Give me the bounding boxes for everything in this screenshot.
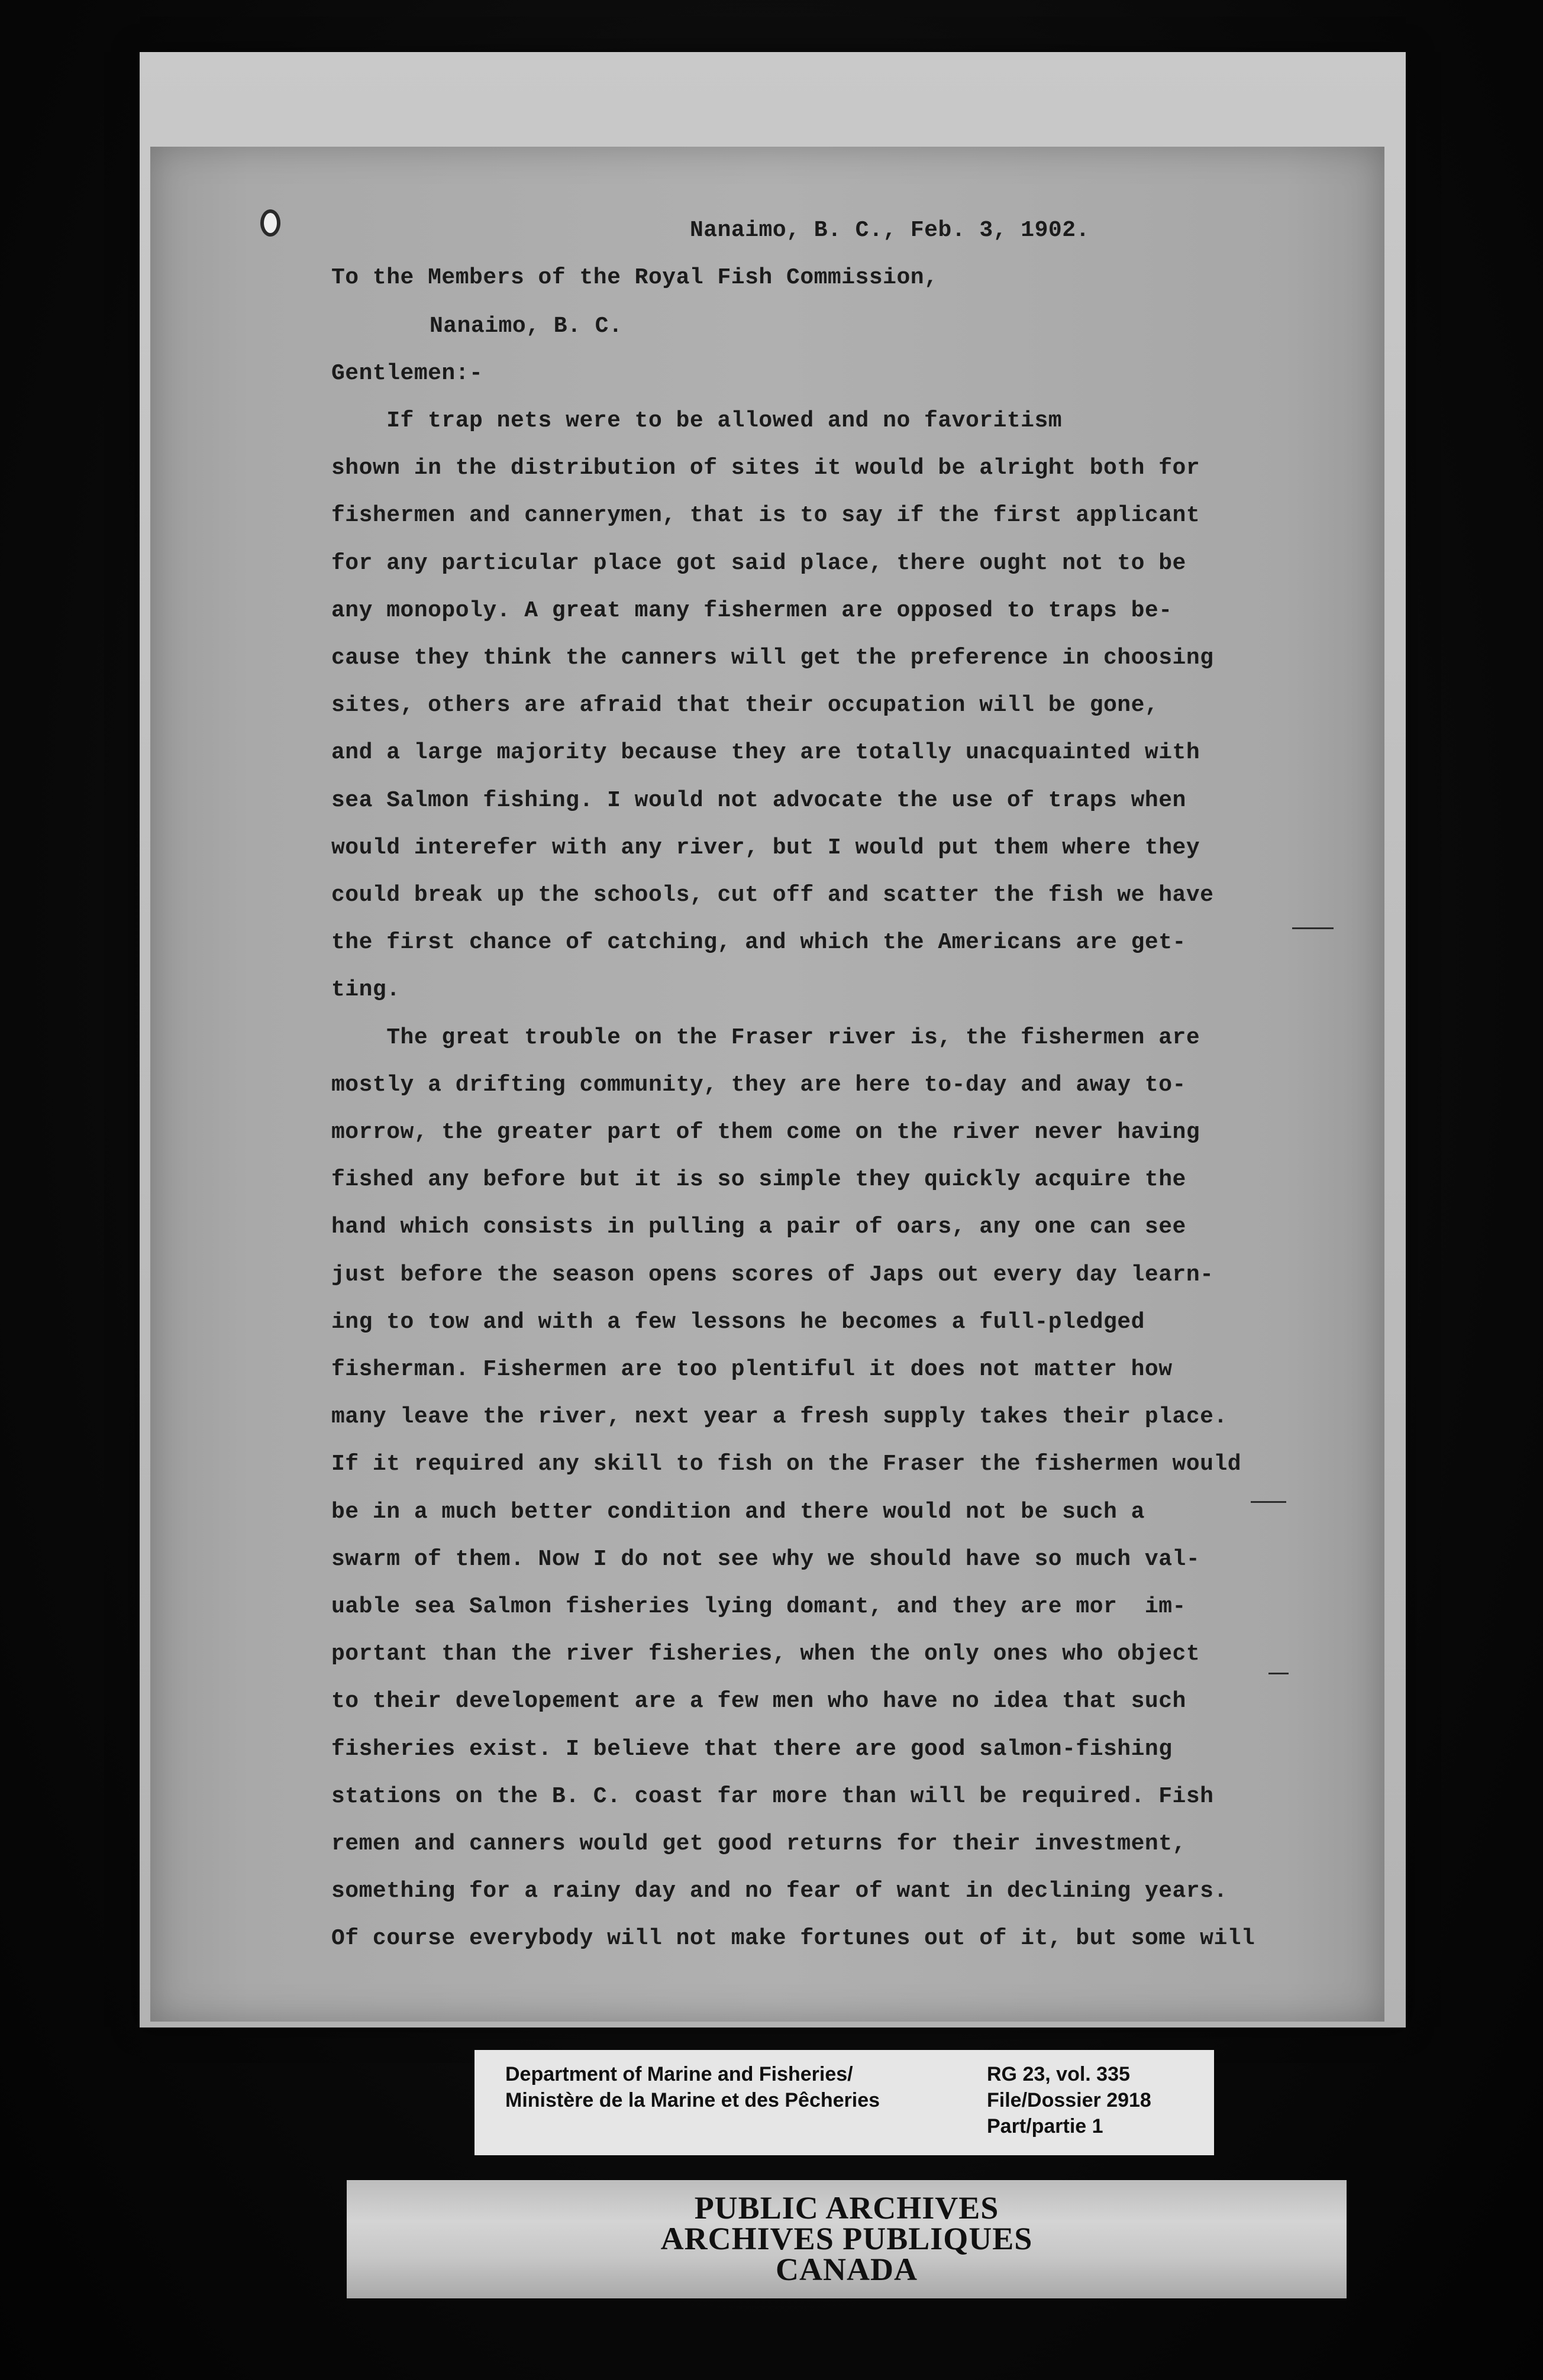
reference-file: File/Dossier 2918	[987, 2089, 1151, 2111]
banner-line-archives-publiques: ARCHIVES PUBLIQUES	[660, 2221, 1033, 2256]
department-french: Ministère de la Marine et des Pêcheries	[505, 2089, 880, 2111]
letter-line: ing to tow and with a few lessons he becomes a full-pledged	[331, 1309, 1145, 1335]
letter-line: Of course everybody will not make fortunes out of it, but some will	[331, 1926, 1255, 1951]
letter-line: swarm of them. Now I do not see why we should have so much val-	[331, 1547, 1200, 1572]
banner-line-canada: CANADA	[776, 2252, 918, 2287]
letter-addressee-city: Nanaimo, B. C.	[430, 313, 623, 339]
letter-addressee: To the Members of the Royal Fish Commission,	[331, 265, 938, 290]
letter-line: If it required any skill to fish on the Fraser the fishermen would	[331, 1451, 1242, 1477]
margin-tick	[1292, 927, 1334, 929]
letter-line: for any particular place got said place, there ought not to be	[331, 551, 1186, 576]
letter-line: fished any before but it is so simple they quickly acquire the	[331, 1167, 1186, 1192]
margin-tick	[1268, 1673, 1289, 1674]
letter-line: sites, others are afraid that their occupation will be gone,	[331, 693, 1159, 718]
letter-line: many leave the river, next year a fresh supply takes their place.	[331, 1404, 1228, 1430]
letter-line: mostly a drifting community, they are here to-day and away to-	[331, 1072, 1186, 1098]
reference-rg: RG 23, vol. 335	[987, 2063, 1130, 2085]
letter-line: be in a much better condition and there would not be such a	[331, 1499, 1145, 1525]
letter-line: remen and canners would get good returns for their investment,	[331, 1831, 1186, 1857]
letter-line: and a large majority because they are totally unacquainted with	[331, 740, 1200, 765]
letter-line: sea Salmon fishing. I would not advocate the use of traps when	[331, 788, 1186, 813]
letter-line: uable sea Salmon fisheries lying domant, and they are mor im-	[331, 1594, 1186, 1619]
letter-line: the first chance of catching, and which the Americans are get-	[331, 930, 1186, 955]
letter-line: fisherman. Fishermen are too plentiful it does not matter how	[331, 1357, 1173, 1382]
reference-part: Part/partie 1	[987, 2115, 1103, 2138]
letter-line: If trap nets were to be allowed and no favoritism	[331, 408, 1063, 434]
letter-line: The great trouble on the Fraser river is, the fishermen are	[331, 1025, 1200, 1050]
letter-line: morrow, the greater part of them come on the river never having	[331, 1120, 1200, 1145]
letter-salutation: Gentlemen:-	[331, 361, 483, 386]
letter-line: ting.	[331, 977, 401, 1003]
letter-page	[150, 147, 1384, 2022]
letter-line: shown in the distribution of sites it would be alright both for	[331, 455, 1200, 481]
letter-dateline: Nanaimo, B. C., Feb. 3, 1902.	[690, 218, 1090, 243]
margin-tick	[1251, 1501, 1286, 1503]
punch-hole	[260, 209, 280, 237]
banner-line-public-archives: PUBLIC ARCHIVES	[694, 2190, 999, 2226]
letter-line: something for a rainy day and no fear of want in declining years.	[331, 1878, 1228, 1904]
letter-line: could break up the schools, cut off and scatter the fish we have	[331, 882, 1214, 908]
public-archives-banner	[347, 2180, 1347, 2298]
letter-line: any monopoly. A great many fishermen are opposed to traps be-	[331, 598, 1173, 623]
archive-reference-label	[474, 2050, 1214, 2155]
letter-line: cause they think the canners will get the preference in choosing	[331, 645, 1214, 671]
letter-line: to their developement are a few men who have no idea that such	[331, 1689, 1186, 1714]
letter-line: fishermen and cannerymen, that is to say if the first applicant	[331, 503, 1200, 528]
letter-line: would interefer with any river, but I would put them where they	[331, 835, 1200, 861]
letter-line: stations on the B. C. coast far more than will be required. Fish	[331, 1784, 1214, 1809]
department-english: Department of Marine and Fisheries/	[505, 2063, 853, 2085]
letter-line: portant than the river fisheries, when the only ones who object	[331, 1641, 1200, 1667]
letter-line: hand which consists in pulling a pair of oars, any one can see	[331, 1214, 1186, 1240]
letter-line: just before the season opens scores of Japs out every day learn-	[331, 1262, 1214, 1288]
letter-line: fisheries exist. I believe that there are good salmon-fishing	[331, 1737, 1173, 1762]
